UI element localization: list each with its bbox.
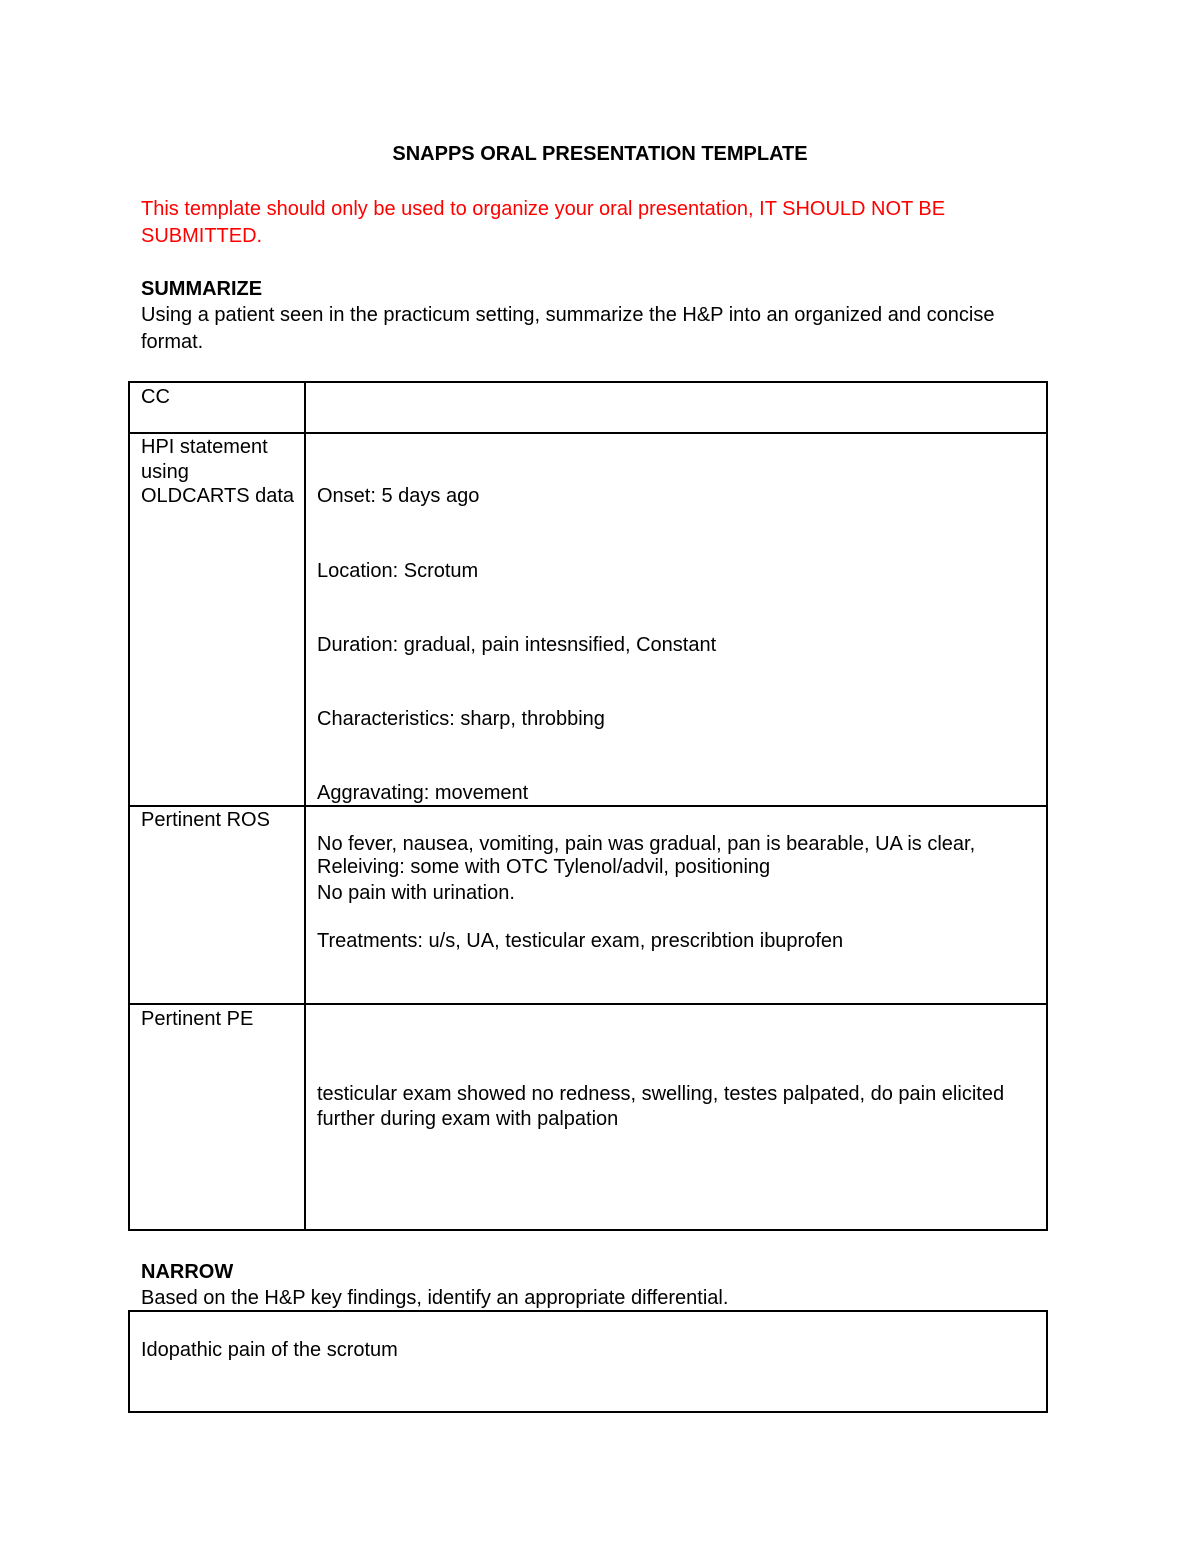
hpi-label: HPI statement using OLDCARTS data — [141, 436, 295, 508]
pe-label: Pertinent PE — [141, 1008, 254, 1030]
hpi-line-location: Location: Scrotum — [317, 559, 479, 582]
hpi-line-duration: Duration: gradual, pain intesnsified, Constant — [317, 633, 717, 656]
summarize-description: Using a patient seen in the practicum setting, summarize the H&P into an organized and concise format. — [141, 304, 995, 353]
narrow-description: Based on the H&P key findings, identify an appropriate differential. — [141, 1287, 729, 1309]
narrow-heading: NARROW — [141, 1261, 234, 1283]
page-title: SNAPPS ORAL PRESENTATION TEMPLATE — [392, 143, 808, 165]
summarize-heading: SUMMARIZE — [141, 278, 263, 300]
hpi-line-onset: Onset: 5 days ago — [317, 485, 480, 508]
narrow-answer[interactable]: Idopathic pain of the scrotum — [141, 1339, 398, 1361]
pe-value[interactable]: testicular exam showed no redness, swelling, testes palpated, do pain elicited further during exam with palpation — [317, 1083, 1010, 1130]
ros-label: Pertinent ROS — [141, 809, 270, 831]
hpi-value[interactable] — [317, 435, 1037, 1003]
hpi-line-aggravating: Aggravating: movement — [317, 781, 529, 804]
hpi-line-treatments: Treatments: u/s, UA, testicular exam, prescribtion ibuprofen — [317, 930, 844, 953]
cc-label: CC — [141, 386, 170, 408]
ros-value-line1[interactable]: No fever, nausea, vomiting, pain was gradual, pan is bearable, UA is clear, — [317, 833, 976, 855]
hpi-line-characteristics: Characteristics: sharp, throbbing — [317, 707, 605, 730]
row-divider — [128, 432, 1048, 434]
warning-note: This template should only be used to organize your oral presentation, IT SHOULD NOT BE SUBMITTED. — [141, 198, 946, 247]
hpi-line-relieving: Releiving: some with OTC Tylenol/advil, positioning — [317, 855, 771, 878]
row-divider — [128, 1003, 1048, 1005]
ros-value-line2[interactable]: No pain with urination. — [317, 882, 515, 904]
